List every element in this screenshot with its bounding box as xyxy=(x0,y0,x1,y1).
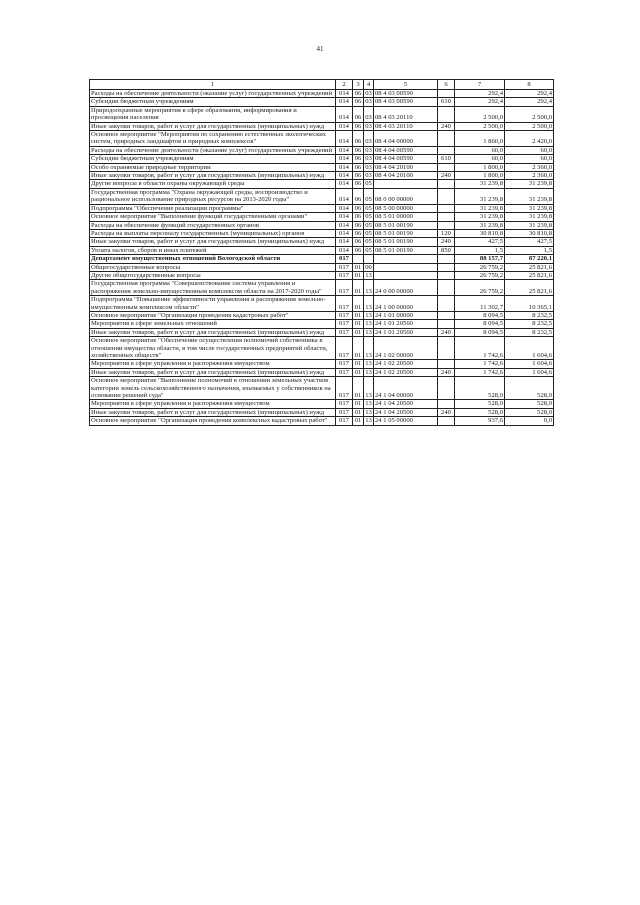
target-article-cell: 24 1 01 00000 xyxy=(374,311,438,319)
ministry-code-cell: 014 xyxy=(336,180,353,188)
amount-year1-cell: 30 810,8 xyxy=(455,229,505,237)
amount-year1-cell: 1 742,6 xyxy=(455,337,505,360)
amount-year1-cell: 292,4 xyxy=(455,90,505,98)
section-code-cell: 01 xyxy=(353,328,364,336)
amount-year2-cell: 1 604,6 xyxy=(505,360,554,368)
section-code-cell: 01 xyxy=(353,280,364,296)
ministry-code-cell: 017 xyxy=(336,417,353,425)
target-article-cell: 08 5 01 00190 xyxy=(374,221,438,229)
ministry-code-cell: 014 xyxy=(336,188,353,204)
expense-name-cell: Расходы на обеспечение функций государственных органов xyxy=(90,221,336,229)
table-row xyxy=(90,188,554,204)
expense-type-cell xyxy=(438,221,455,229)
expense-name-cell: Другие общегосударственные вопросы xyxy=(90,271,336,279)
amount-year1-cell: 26 759,2 xyxy=(455,263,505,271)
ministry-code-cell: 014 xyxy=(336,98,353,106)
amount-year2-cell: 1,5 xyxy=(505,246,554,254)
section-code-cell: 01 xyxy=(353,400,364,408)
table-row xyxy=(90,172,554,180)
amount-year1-cell: 292,4 xyxy=(455,98,505,106)
table-row xyxy=(90,255,554,263)
subsection-code-cell: 03 xyxy=(365,98,372,106)
expense-type-cell xyxy=(438,320,455,328)
table-row xyxy=(90,296,554,312)
ministry-code-cell: 014 xyxy=(336,106,353,122)
table-row xyxy=(90,122,554,130)
section-code-cell: 06 xyxy=(353,172,364,180)
amount-year2-cell: 528,0 xyxy=(505,400,554,408)
expense-type-cell: 240 xyxy=(438,172,455,180)
target-article-cell: 08 5 01 00000 xyxy=(374,213,438,221)
section-code-cell: 06 xyxy=(353,90,364,98)
ministry-code-cell: 017 xyxy=(336,271,353,279)
expense-name-cell: Иные закупки товаров, работ и услуг для государственных (муниципальных) нужд xyxy=(90,238,336,246)
expense-type-cell: 240 xyxy=(438,122,455,130)
table-row xyxy=(90,311,554,319)
section-code-cell: 06 xyxy=(353,163,364,171)
header-cell: 8 xyxy=(505,80,554,90)
table-row xyxy=(90,368,554,376)
expense-name-cell: Основное мероприятие "Выполнение полномочий в отношении земельных участков категории земель сельскохозяйственного назначения, изымаемых у собственников на основании решений суда" xyxy=(90,377,336,400)
amount-year1-cell: 427,5 xyxy=(455,238,505,246)
expense-type-cell xyxy=(438,280,455,296)
amount-year2-cell: 2 500,0 xyxy=(505,106,554,122)
expense-name-cell: Расходы на обеспечение деятельности (оказание услуг) государственных учреждений xyxy=(90,146,336,154)
target-article-cell xyxy=(374,255,438,263)
table-row xyxy=(90,163,554,171)
table-row xyxy=(90,180,554,188)
expense-name-cell: Подпрограмма "Повышение эффективности управления и распоряжения земельно-имущественным комплексом области" xyxy=(90,296,336,312)
section-code-cell: 01 xyxy=(353,263,364,271)
table-row xyxy=(90,408,554,416)
target-article-cell: 08 5 00 00000 xyxy=(374,204,438,212)
amount-year2-cell: 528,0 xyxy=(505,377,554,400)
ministry-code-cell: 017 xyxy=(336,280,353,296)
expense-name-cell: Государственная программа "Совершенствование системы управления и распоряжения земельно-имущественным комплексом области на 2017-2020 годы" xyxy=(90,280,336,296)
subsection-code-cell: 03 xyxy=(365,122,372,130)
expense-name-cell: Особо охраняемые природные территории xyxy=(90,163,336,171)
table-row xyxy=(90,320,554,328)
table-row xyxy=(90,213,554,221)
subsection-code-cell: 05 xyxy=(365,229,372,237)
ministry-code-cell: 014 xyxy=(336,90,353,98)
expense-type-cell xyxy=(438,90,455,98)
amount-year1-cell: 1 800,0 xyxy=(455,163,505,171)
expense-name-cell: Уплата налогов, сборов и иных платежей xyxy=(90,246,336,254)
expense-name-cell: Субсидии бюджетным учреждениям xyxy=(90,98,336,106)
subsection-code-cell xyxy=(364,255,374,263)
header-cell: 3 xyxy=(353,80,364,90)
ministry-code-cell: 017 xyxy=(336,311,353,319)
expense-type-cell: 850 xyxy=(438,246,455,254)
section-code-cell: 01 xyxy=(353,296,364,312)
section-code-cell: 06 xyxy=(353,238,364,246)
amount-year1-cell: 1,5 xyxy=(455,246,505,254)
amount-year1-cell: 31 239,8 xyxy=(455,221,505,229)
table-row xyxy=(90,417,554,425)
expense-name-cell: Иные закупки товаров, работ и услуг для государственных (муниципальных) нужд xyxy=(90,172,336,180)
subsection-code-cell: 03 xyxy=(365,146,372,154)
section-code-cell xyxy=(353,255,364,263)
target-article-cell: 24 1 02 20500 xyxy=(374,368,438,376)
amount-year1-cell: 31 239,8 xyxy=(455,213,505,221)
subsection-code-cell: 03 xyxy=(364,131,374,147)
section-code-cell: 01 xyxy=(353,360,364,368)
table-row xyxy=(90,90,554,98)
expense-name-cell: Мероприятия в сфере управления и распоряжения имуществом xyxy=(90,400,336,408)
subsection-code-cell: 13 xyxy=(365,368,372,376)
amount-year1-cell: 8 094,5 xyxy=(455,311,505,319)
amount-year2-cell: 31 239,8 xyxy=(505,204,554,212)
expense-name-cell: Расходы на выплаты персоналу государственных (муниципальных) органов xyxy=(90,229,336,237)
subsection-code-cell: 13 xyxy=(365,320,372,328)
expense-name-cell: Субсидии бюджетным учреждениям xyxy=(90,155,336,163)
ministry-code-cell: 017 xyxy=(336,296,353,312)
expense-name-cell: Мероприятия в сфере управления и распоряжения имуществом xyxy=(90,360,336,368)
table-row xyxy=(90,337,554,360)
subsection-code-cell: 03 xyxy=(365,172,372,180)
section-code-cell: 01 xyxy=(353,320,364,328)
amount-year1-cell: 2 500,0 xyxy=(455,122,505,130)
subsection-code-cell: 05 xyxy=(365,180,372,188)
subsection-code-cell: 00 xyxy=(365,263,372,271)
header-cell: 7 xyxy=(455,80,505,90)
expense-type-cell xyxy=(438,296,455,312)
table-row xyxy=(90,263,554,271)
target-article-cell xyxy=(374,271,438,279)
amount-year2-cell: 25 821,6 xyxy=(505,263,554,271)
ministry-code-cell: 017 xyxy=(336,328,353,336)
amount-year2-cell: 25 821,6 xyxy=(505,271,554,279)
amount-year1-cell: 8 094,5 xyxy=(455,320,505,328)
subsection-code-cell: 13 xyxy=(365,408,372,416)
expense-type-cell xyxy=(438,377,455,400)
section-code-cell: 01 xyxy=(353,368,364,376)
target-article-cell: 08 4 03 00590 xyxy=(374,90,438,98)
subsection-code-cell: 05 xyxy=(365,238,372,246)
table-row xyxy=(90,98,554,106)
table-row xyxy=(90,238,554,246)
subsection-code-cell: 13 xyxy=(365,400,372,408)
expense-type-cell xyxy=(438,180,455,188)
target-article-cell: 08 4 04 20100 xyxy=(374,163,438,171)
expense-type-cell: 240 xyxy=(438,328,455,336)
amount-year2-cell: 292,4 xyxy=(505,90,554,98)
target-article-cell: 24 1 01 20560 xyxy=(374,328,438,336)
amount-year2-cell: 427,5 xyxy=(505,238,554,246)
expense-type-cell xyxy=(438,400,455,408)
expense-type-cell xyxy=(438,106,455,122)
expense-name-cell: Иные закупки товаров, работ и услуг для государственных (муниципальных) нужд xyxy=(90,408,336,416)
header-cell: 4 xyxy=(364,80,374,90)
ministry-code-cell: 014 xyxy=(336,131,353,147)
target-article-cell: 24 1 01 20560 xyxy=(374,320,438,328)
amount-year2-cell: 60,0 xyxy=(505,155,554,163)
amount-year2-cell: 292,4 xyxy=(505,98,554,106)
expense-type-cell: 610 xyxy=(438,155,455,163)
expense-type-cell xyxy=(438,337,455,360)
section-code-cell: 06 xyxy=(353,155,364,163)
table-row xyxy=(90,328,554,336)
table-row xyxy=(90,146,554,154)
ministry-code-cell: 014 xyxy=(336,221,353,229)
amount-year1-cell: 528,0 xyxy=(455,408,505,416)
table-row xyxy=(90,204,554,212)
expense-name-cell: Расходы на обеспечение деятельности (оказание услуг) государственных учреждений xyxy=(90,90,336,98)
target-article-cell xyxy=(374,180,438,188)
target-article-cell: 24 1 02 00000 xyxy=(374,337,438,360)
target-article-cell: 24 1 02 20500 xyxy=(374,360,438,368)
section-code-cell: 01 xyxy=(353,311,364,319)
expense-type-cell xyxy=(438,188,455,204)
amount-year2-cell: 1 604,6 xyxy=(505,368,554,376)
expense-name-cell: Природоохранные мероприятия в сфере образования, информирования и просвещения населения xyxy=(90,106,336,122)
table-row xyxy=(90,271,554,279)
subsection-code-cell: 03 xyxy=(364,106,374,122)
section-code-cell: 06 xyxy=(353,246,364,254)
header-cell: 1 xyxy=(90,80,336,90)
target-article-cell: 08 5 01 00190 xyxy=(374,246,438,254)
expense-type-cell xyxy=(438,204,455,212)
subsection-code-cell: 13 xyxy=(364,296,374,312)
subsection-code-cell: 13 xyxy=(365,360,372,368)
expense-name-cell: Иные закупки товаров, работ и услуг для государственных (муниципальных) нужд xyxy=(90,328,336,336)
ministry-code-cell: 014 xyxy=(336,163,353,171)
amount-year2-cell: 31 239,8 xyxy=(505,213,554,221)
ministry-code-cell: 017 xyxy=(336,263,353,271)
expense-name-cell: Другие вопросы в области охраны окружающей среды xyxy=(90,180,336,188)
section-code-cell: 06 xyxy=(353,204,364,212)
header-cell: 6 xyxy=(438,80,455,90)
amount-year1-cell: 26 759,2 xyxy=(455,280,505,296)
subsection-code-cell: 13 xyxy=(365,271,372,279)
subsection-code-cell: 03 xyxy=(365,90,372,97)
expense-name-cell: Основное мероприятие "Мероприятия по сохранению естественных экологических систем, природных ландшафтов и природных комплексов" xyxy=(90,131,336,147)
table-row xyxy=(90,106,554,122)
section-code-cell: 06 xyxy=(353,106,364,122)
expense-type-cell: 240 xyxy=(438,408,455,416)
amount-year2-cell: 31 239,8 xyxy=(505,188,554,204)
table-row xyxy=(90,377,554,400)
table-row xyxy=(90,360,554,368)
amount-year1-cell: 1 860,0 xyxy=(455,131,505,147)
ministry-code-cell: 017 xyxy=(336,408,353,416)
expense-type-cell xyxy=(438,311,455,319)
amount-year2-cell: 2 500,0 xyxy=(505,122,554,130)
target-article-cell: 24 1 04 00000 xyxy=(374,377,438,400)
table-row xyxy=(90,246,554,254)
expense-type-cell: 240 xyxy=(438,368,455,376)
expense-type-cell xyxy=(438,163,455,171)
header-cell: 2 xyxy=(336,80,353,90)
section-code-cell: 01 xyxy=(353,271,364,279)
ministry-code-cell: 017 xyxy=(336,320,353,328)
target-article-cell: 24 1 05 00000 xyxy=(374,417,438,425)
amount-year1-cell: 11 302,7 xyxy=(455,296,505,312)
target-article-cell: 08 4 04 00590 xyxy=(374,146,438,154)
expense-type-cell: 610 xyxy=(438,98,455,106)
page-number: 41 xyxy=(316,45,324,53)
table-row xyxy=(90,400,554,408)
target-article-cell: 08 4 04 00590 xyxy=(374,155,438,163)
section-code-cell: 06 xyxy=(353,229,364,237)
amount-year2-cell: 30 810,8 xyxy=(505,229,554,237)
target-article-cell xyxy=(374,263,438,271)
amount-year1-cell: 937,6 xyxy=(455,417,505,425)
section-code-cell: 06 xyxy=(353,221,364,229)
section-code-cell: 01 xyxy=(353,417,364,425)
amount-year1-cell: 60,0 xyxy=(455,155,505,163)
amount-year2-cell: 528,0 xyxy=(505,408,554,416)
target-article-cell: 08 4 03 20110 xyxy=(374,122,438,130)
amount-year2-cell: 87 220,1 xyxy=(505,255,554,263)
expense-name-cell: Основное мероприятие "Организация проведения комплексных кадастровых работ" xyxy=(90,417,336,425)
section-code-cell: 01 xyxy=(353,337,364,360)
ministry-code-cell: 014 xyxy=(336,172,353,180)
table-row xyxy=(90,221,554,229)
ministry-code-cell: 017 xyxy=(336,377,353,400)
amount-year2-cell: 60,0 xyxy=(505,146,554,154)
amount-year1-cell: 1 742,6 xyxy=(455,360,505,368)
subsection-code-cell: 13 xyxy=(364,377,374,400)
table-row xyxy=(90,131,554,147)
subsection-code-cell: 13 xyxy=(364,280,374,296)
amount-year1-cell: 1 742,6 xyxy=(455,368,505,376)
amount-year2-cell: 31 239,8 xyxy=(505,180,554,188)
target-article-cell: 24 1 04 20500 xyxy=(374,400,438,408)
section-code-cell: 01 xyxy=(353,408,364,416)
expense-name-cell: Основное мероприятие "Обеспечение осуществления полномочий собственника в отношении имущества области, в том числе государственных предприятий области, хозяйственных обществ" xyxy=(90,337,336,360)
ministry-code-cell: 017 xyxy=(336,400,353,408)
table-row xyxy=(90,229,554,237)
expense-name-cell: Подпрограмма "Обеспечение реализации программы" xyxy=(90,204,336,212)
section-code-cell: 06 xyxy=(353,122,364,130)
subsection-code-cell: 13 xyxy=(365,311,372,319)
header-cell: 5 xyxy=(374,80,438,90)
amount-year2-cell: 2 420,0 xyxy=(505,131,554,147)
amount-year1-cell: 528,0 xyxy=(455,400,505,408)
target-article-cell: 08 0 00 00000 xyxy=(374,188,438,204)
subsection-code-cell: 05 xyxy=(364,188,374,204)
section-code-cell: 06 xyxy=(353,180,364,188)
target-article-cell: 24 1 04 20500 xyxy=(374,408,438,416)
target-article-cell: 08 5 01 00190 xyxy=(374,238,438,246)
section-code-cell: 06 xyxy=(353,213,364,221)
ministry-code-cell: 017 xyxy=(336,337,353,360)
ministry-code-cell: 014 xyxy=(336,204,353,212)
expense-type-cell xyxy=(438,213,455,221)
amount-year1-cell: 528,0 xyxy=(455,377,505,400)
amount-year2-cell: 0,0 xyxy=(505,417,554,425)
subsection-code-cell: 05 xyxy=(365,246,372,254)
expense-name-cell: Иные закупки товаров, работ и услуг для государственных (муниципальных) нужд xyxy=(90,368,336,376)
expense-type-cell xyxy=(438,271,455,279)
amount-year1-cell: 1 800,0 xyxy=(455,172,505,180)
section-code-cell: 06 xyxy=(353,98,364,106)
section-code-cell: 06 xyxy=(353,146,364,154)
amount-year1-cell: 31 239,8 xyxy=(455,188,505,204)
subsection-code-cell: 05 xyxy=(365,221,372,229)
expense-name-cell: Государственная программа "Охрана окружающей среды, воспроизводство и рациональное использование природных ресурсов на 2013-2020 годы" xyxy=(90,188,336,204)
expense-type-cell xyxy=(438,360,455,368)
subsection-code-cell: 03 xyxy=(365,155,372,163)
amount-year1-cell: 26 759,2 xyxy=(455,271,505,279)
target-article-cell: 08 4 04 00000 xyxy=(374,131,438,147)
expense-name-cell: Мероприятия в сфере земельных отношений xyxy=(90,320,336,328)
amount-year2-cell: 31 239,8 xyxy=(505,221,554,229)
amount-year1-cell: 2 500,0 xyxy=(455,106,505,122)
amount-year1-cell: 31 239,8 xyxy=(455,180,505,188)
amount-year2-cell: 8 232,5 xyxy=(505,311,554,319)
expense-type-cell: 240 xyxy=(438,238,455,246)
expense-name-cell: Основное мероприятие "Организация проведения кадастровых работ" xyxy=(90,311,336,319)
table-row xyxy=(90,280,554,296)
amount-year1-cell: 31 239,8 xyxy=(455,204,505,212)
expense-type-cell xyxy=(438,146,455,154)
expense-name-cell: Департамент имущественных отношений Вологодской области xyxy=(90,255,336,263)
subsection-code-cell: 13 xyxy=(365,328,372,336)
target-article-cell: 08 4 04 20100 xyxy=(374,172,438,180)
ministry-code-cell: 017 xyxy=(336,360,353,368)
expense-name-cell: Иные закупки товаров, работ и услуг для государственных (муниципальных) нужд xyxy=(90,122,336,130)
amount-year1-cell: 8 094,5 xyxy=(455,328,505,336)
target-article-cell: 24 1 00 00000 xyxy=(374,296,438,312)
ministry-code-cell: 014 xyxy=(336,213,353,221)
ministry-code-cell: 014 xyxy=(336,238,353,246)
ministry-code-cell: 014 xyxy=(336,246,353,254)
expense-type-cell: 120 xyxy=(438,229,455,237)
target-article-cell: 08 4 03 20110 xyxy=(374,106,438,122)
budget-table xyxy=(89,79,554,426)
amount-year2-cell: 2 360,0 xyxy=(505,163,554,171)
amount-year2-cell: 2 360,0 xyxy=(505,172,554,180)
expense-type-cell xyxy=(438,255,455,263)
table-header-row xyxy=(90,80,554,90)
ministry-code-cell: 017 xyxy=(336,368,353,376)
amount-year2-cell: 25 821,6 xyxy=(505,280,554,296)
ministry-code-cell: 014 xyxy=(336,155,353,163)
section-code-cell: 06 xyxy=(353,188,364,204)
amount-year2-cell: 8 232,5 xyxy=(505,328,554,336)
amount-year2-cell: 8 232,5 xyxy=(505,320,554,328)
amount-year2-cell: 1 604,6 xyxy=(505,337,554,360)
expense-name-cell: Основное мероприятие "Выполнение функций государственными органами" xyxy=(90,213,336,221)
target-article-cell: 08 5 01 00190 xyxy=(374,229,438,237)
subsection-code-cell: 03 xyxy=(365,163,372,171)
ministry-code-cell: 014 xyxy=(336,122,353,130)
amount-year2-cell: 10 365,1 xyxy=(505,296,554,312)
amount-year1-cell: 88 157,7 xyxy=(455,255,505,263)
subsection-code-cell: 05 xyxy=(365,204,372,212)
target-article-cell: 08 4 03 00590 xyxy=(374,98,438,106)
section-code-cell: 06 xyxy=(353,131,364,147)
ministry-code-cell: 017 xyxy=(336,255,353,263)
expense-type-cell xyxy=(438,417,455,425)
section-code-cell: 01 xyxy=(353,377,364,400)
ministry-code-cell: 014 xyxy=(336,229,353,237)
table-row xyxy=(90,155,554,163)
subsection-code-cell: 13 xyxy=(365,417,372,425)
subsection-code-cell: 05 xyxy=(365,213,372,221)
subsection-code-cell: 13 xyxy=(364,337,374,360)
ministry-code-cell: 014 xyxy=(336,146,353,154)
expense-type-cell xyxy=(438,263,455,271)
amount-year1-cell: 60,0 xyxy=(455,146,505,154)
target-article-cell: 24 0 00 00000 xyxy=(374,280,438,296)
expense-type-cell xyxy=(438,131,455,147)
expense-name-cell: Общегосударственные вопросы xyxy=(90,263,336,271)
